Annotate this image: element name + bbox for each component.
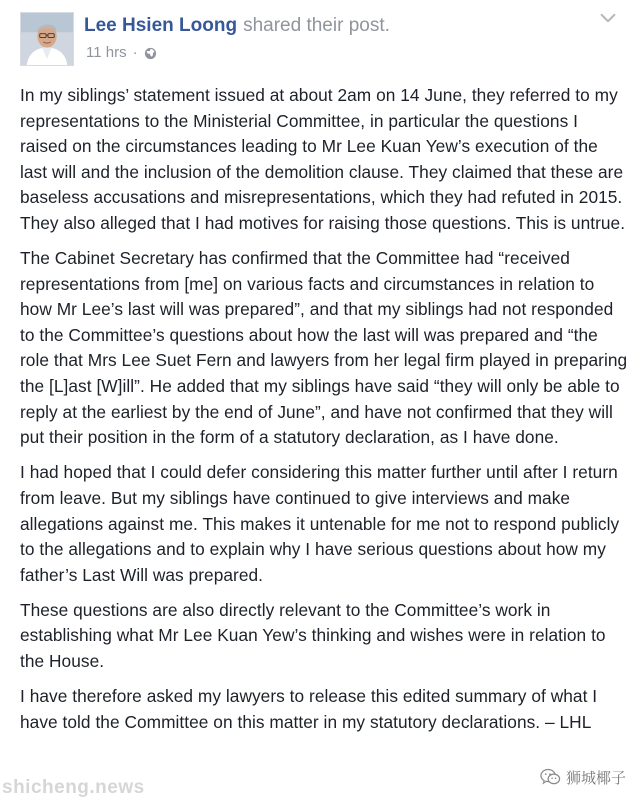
meta-separator: · — [132, 44, 138, 61]
globe-icon[interactable] — [144, 47, 157, 60]
post-title-line — [84, 14, 390, 38]
post-header — [0, 0, 640, 78]
post-paragraph-2: The Cabinet Secretary has confirmed that the Committee had “received representations from [me] on various facts and circumstances in relation to how Mr Lee’s last will was prepared”, and that my siblings had not responded to the Committee’s questions about how the last will was prepared and “the role that Mrs Lee Suet Fern and lawyers from her legal firm played in preparing the [L]ast [W]ill”. He added that my siblings have said “they will only be able to reply at the earliest by the end of June”, and have not confirmed that they will put their position in the form of a statutory declaration, as I have done. — [20, 248, 628, 448]
profile-photo — [21, 13, 73, 65]
post-paragraph-4: These questions are also directly relevant to the Committee’s work in establishing what Mr Lee Kuan Yew’s thinking and wishes were in relation to the House. — [20, 599, 606, 671]
watermark-site: shicheng.news — [2, 777, 145, 798]
chevron-down-icon — [600, 13, 616, 23]
author-name-link[interactable]: Lee Hsien Loong — [84, 15, 238, 36]
post-paragraph-1: In my siblings’ statement issued at about 2am on 14 June, they referred to my representations to the Ministerial Committee, in particular the questions I raised on the circumstances leading to Mr Lee Kuan Yew’s execution of the last will and the inclusion of the demolition clause. They claimed that these are baseless accusations and misrepresentations, which they had refuted in 2015. They also alleged that I had motives for raising those questions. This is untrue. — [20, 85, 626, 233]
avatar[interactable] — [20, 12, 74, 66]
post-options-button[interactable] — [598, 10, 618, 26]
post-body — [20, 83, 628, 745]
watermark-brand — [540, 766, 626, 788]
post-paragraph-3: I had hoped that I could defer considering this matter further until after I return from leave. But my siblings have continued to give interviews and make allegations against me. This makes it untenable for me not to respond publicly to the allegations and to explain why I have serious questions about how my father’s Last Will was prepared. — [20, 462, 620, 585]
wechat-icon — [540, 768, 561, 786]
shared-action-text: shared their post. — [243, 15, 390, 36]
post-timestamp-link[interactable]: 11 hrs — [86, 44, 127, 61]
post-paragraph-5: I have therefore asked my lawyers to release this edited summary of what I have told the Committee on this matter in my statutory declarations. – LHL — [20, 686, 598, 732]
post-meta — [86, 43, 157, 63]
watermark-brand-text: 狮城椰子 — [565, 769, 626, 787]
